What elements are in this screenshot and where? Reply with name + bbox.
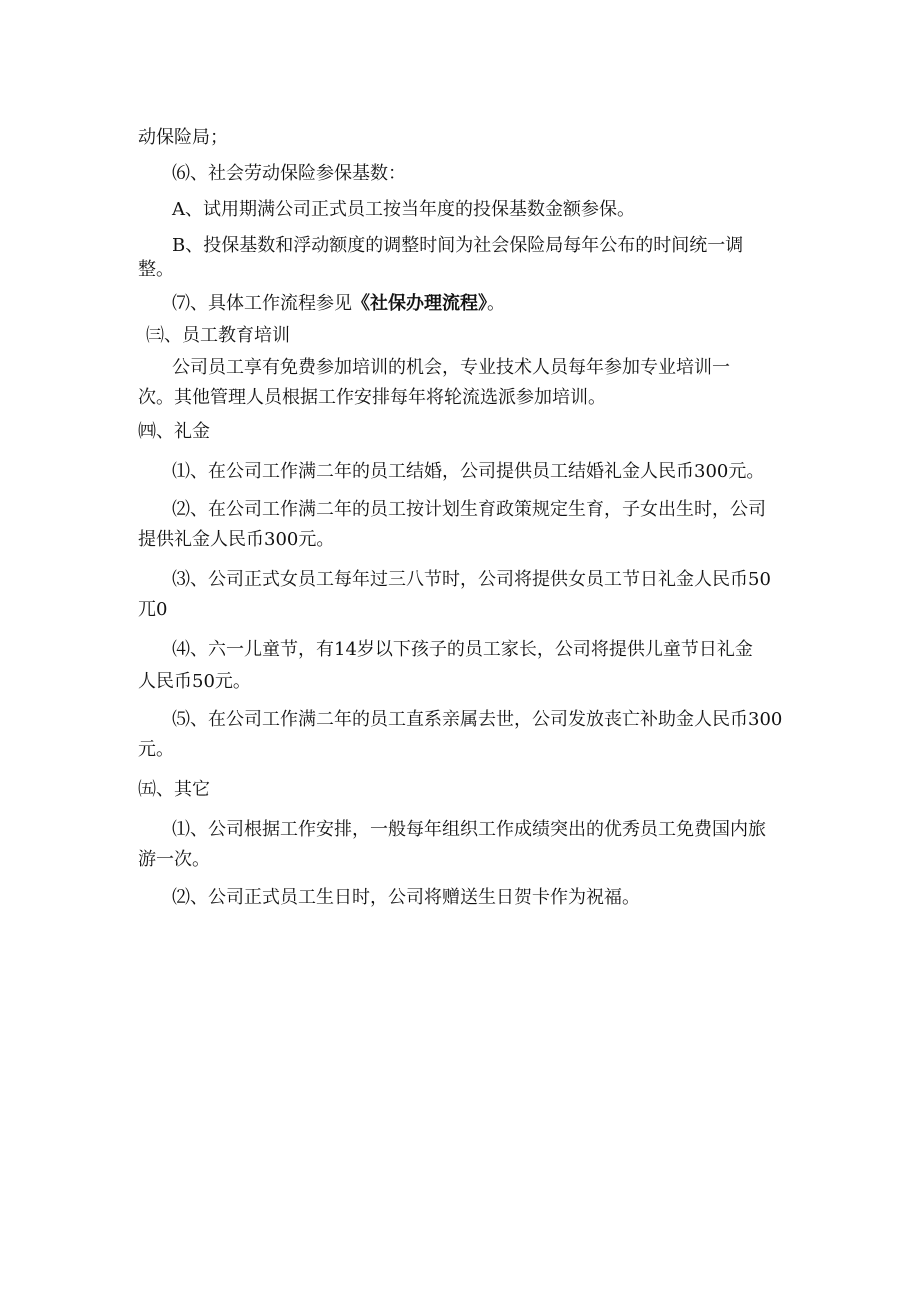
text-line: 整。: [138, 259, 174, 280]
paragraph-line: 次。其他管理人员根据工作安排每年将轮流选派参加培训。: [138, 387, 606, 408]
text-run: 。: [487, 293, 505, 314]
gift-item-3: ⑶、公司正式女员工每年过三八节时，公司将提供女员工节日礼金人民币50: [172, 569, 771, 590]
text-line: 提供礼金人民币300元。: [138, 529, 335, 550]
process-reference-link: 《社保办理流程》: [352, 293, 487, 314]
text-line: 动保险局；: [138, 127, 228, 148]
sub-item-b: B、投保基数和浮动额度的调整时间为社会保险局每年公布的时间统一调: [172, 235, 744, 256]
text-run: ⑺、具体工作流程参见: [172, 293, 352, 314]
text-line: 元。: [138, 739, 174, 760]
text-line: 游一次。: [138, 849, 210, 870]
gift-item-2: ⑵、在公司工作满二年的员工按计划生育政策规定生育，子女出生时，公司: [172, 499, 766, 520]
section-item-6: ⑹、社会劳动保险参保基数：: [172, 163, 406, 184]
section-item-7: [172, 292, 505, 316]
section-heading-other: ㈤、其它: [138, 779, 210, 800]
paragraph-line: 公司员工享有免费参加培训的机会，专业技术人员每年参加专业培训一: [172, 357, 730, 378]
gift-item-5: ⑸、在公司工作满二年的员工直系亲属去世，公司发放丧亡补助金人民币300: [172, 709, 783, 730]
gift-item-1: ⑴、在公司工作满二年的员工结婚，公司提供员工结婚礼金人民币300元。: [172, 461, 765, 482]
text-line: 人民币50元。: [138, 671, 251, 692]
sub-item-a: A、试用期满公司正式员工按当年度的投保基数金额参保。: [172, 199, 635, 220]
gift-item-4: ⑷、六一儿童节，有14岁以下孩子的员工家长，公司将提供儿童节日礼金: [172, 639, 753, 660]
text-line: 兀0: [138, 599, 168, 620]
other-item-2: ⑵、公司正式员工生日时，公司将赠送生日贺卡作为祝福。: [172, 887, 640, 908]
section-heading-training: ㈢、员工教育培训: [146, 325, 290, 346]
other-item-1: ⑴、公司根据工作安排，一般每年组织工作成绩突出的优秀员工免费国内旅: [172, 819, 766, 840]
section-heading-gift-money: ㈣、礼金: [138, 421, 210, 442]
